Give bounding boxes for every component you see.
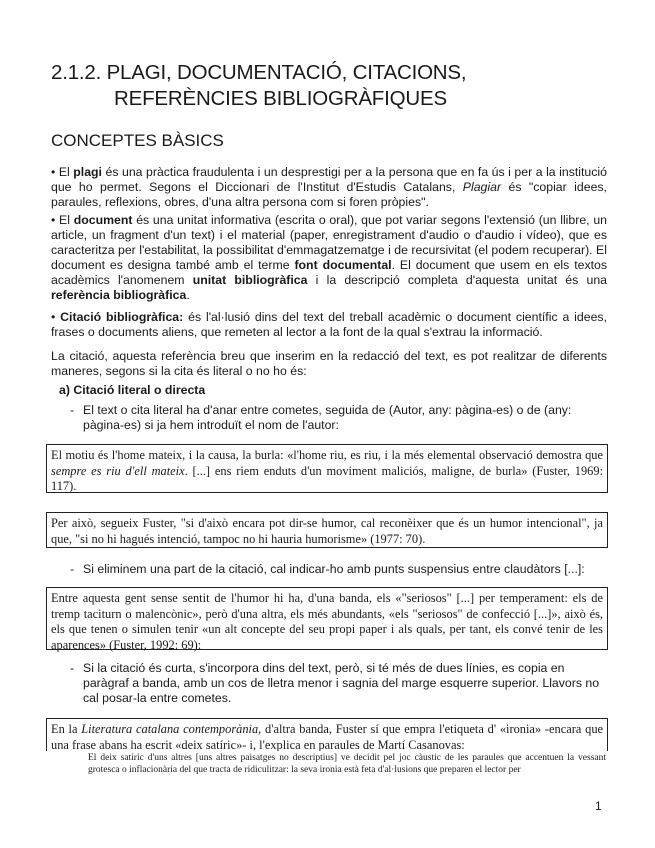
chapter-title (51, 60, 466, 112)
quote-box-4: En la Literatura catalana contemporània, d'altra banda, Fuster sí que empra l'etiqueta d' «ironia» -encara que una frase abans ha escrit «deix satíric»- i, l'explica en paraules de Martí Casanovas: (46, 718, 608, 751)
indented-small-quote: El deix satíric d'uns altres [uns altres paisatges no descriptius] ve decidit pel joc càustic de les paraules que accentuen la vessant grotesca o inflacionària del que tracta de ridiculitzar: la seva ironia està feta d'al·lusions que preparen el lector per (88, 753, 606, 775)
section-heading: CONCEPTES BÀSICS (51, 131, 224, 150)
subheading-citacio-literal: a) Citació literal o directa (59, 383, 206, 397)
paragraph-citacio: • Citació bibliogràfica: és l'al·lusió dins del text del treball acadèmic o document científic a idees, frases o documents aliens, que remeten al lector a la font de la qual s'extrau la informació. (51, 310, 607, 339)
quote-box-3: Entre aquesta gent sense sentit de l'humor hi ha, d'una banda, els «"seriosos" [...] per temperament: els de tremp taciturn o malencònic», però d'una altra, els més abundants, «els "seriosos" de confecció [...]», això és, els que tenen o simulen tenir «un alt concepte del seu propi paper i als quals, per tant, els convé tenir de les aparences» (Fuster, 1992: 69): (46, 587, 608, 650)
paragraph-document: • El document és una unitat informativa (escrita o oral), que pot variar segons l'extensió (un llibre, un article, un fragment d'un text) i el material (paper, enregistrament d'audio o d'audio i vídeo), que es caracteritza per l'estabilitat, la possibilitat d'emmagatzematge i de recursivitat (el podem recuperar). El document es designa també amb el terme font documental. El document que usem en els textos acadèmics l'anomenem unitat bibliogràfica i la descripció completa d'aquesta unitat és una referència bibliogràfica. (51, 213, 607, 302)
dash-item-1: - El text o cita literal ha d'anar entre cometes, seguida de (Autor, any: pàgina-es) o de (any: pàgina-es) si ja hem introduït el nom de l'autor: (70, 403, 572, 432)
chapter-title-line-2: REFERÈNCIES BIBLIOGRÀFIQUES (114, 87, 447, 110)
paragraph-intro-citacio: La citació, aquesta referència breu que inserim en la redacció del text, es pot realitzar de diferents maneres, segons si la cita és literal o no ho és: (51, 349, 607, 378)
page-number: 1 (595, 799, 602, 813)
quote-box-2: Per això, segueix Fuster, "si d'això encara pot dir-se humor, cal reconèixer que és un humor intencional", ja que, "si no hi hagués intenció, tampoc no hi hauria humorisme» (1977: 70). (46, 512, 608, 548)
dash-item-3: - Si la citació és curta, s'incorpora dins del text, però, si té més de dues línies, es copia en paràgraf a banda, amb un cos de lletra menor i sagnia del marge esquerre superior. Llavors no cal posar-la entre cometes. (70, 661, 600, 705)
paragraph-plagi: • El plagi és una pràctica fraudulenta i un desprestigi per a la persona que en fa ús i per a la institució que ho permet. Segons el Diccionari de l'Institut d'Estudis Catalans, Plagiar és "copiar idees, paraules, reflexions, obres, d'una altra persona com si foren pròpies". (51, 165, 607, 209)
chapter-title-line-1: 2.1.2. PLAGI, DOCUMENTACIÓ, CITACIONS, (51, 61, 467, 84)
dash-item-2: - Si eliminem una part de la citació, cal indicar-ho amb punts suspensius entre claudàtors [...]: (70, 562, 585, 576)
quote-box-1: El motiu és l'home mateix, i la causa, la burla: «l'home riu, es riu, i la més elemental observació demostra que sempre es riu d'ell mateix. [...] ens riem enduts d'un moviment maliciós, maligne, de burla» (Fuster, 1969: 117). (46, 444, 608, 493)
